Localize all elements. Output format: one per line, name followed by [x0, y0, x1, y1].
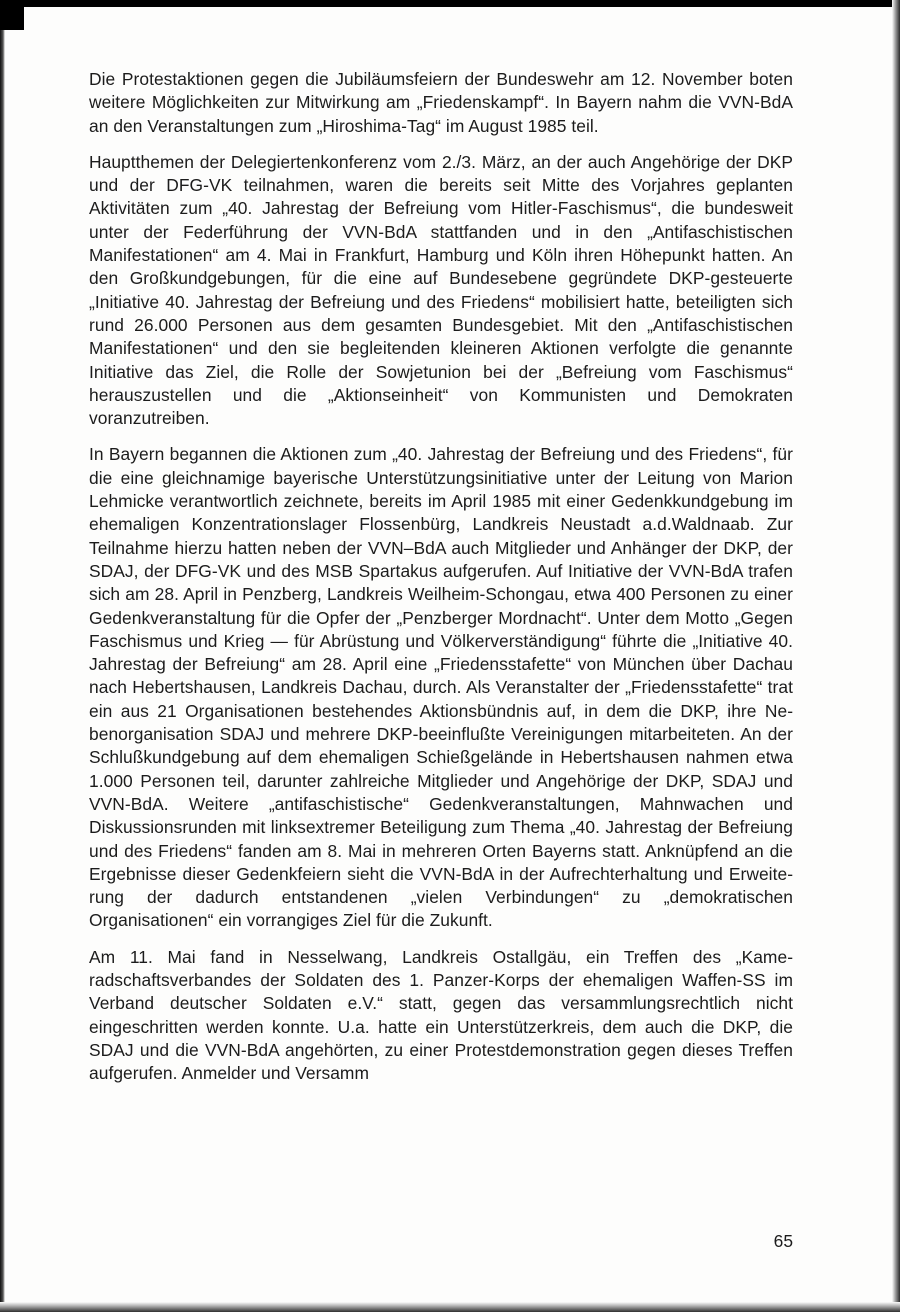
- page-number: 65: [773, 1231, 793, 1251]
- body-text: [89, 68, 793, 1098]
- paragraph-delegiertenkonferenz: Hauptthemen der Delegiertenkonferenz vom 2./3. März, an der auch Angehörige der DKP und der DFG-VK teilnahmen, waren die bereits seit Mitte des Vorjahres geplanten Aktivitäten zum „40. Jahrestag der Befreiung vom Hitler-Faschismus“, die bundesweit unter der Federführung der VVN-BdA stattfanden und in den „Antifaschistischen Manifestationen“ am 4. Mai in Frankfurt, Hamburg und Köln ihren Höhepunkt hatten. An den Großkundgebungen, für die eine auf Bundesebene gegründete DKP-gesteuerte „Initiative 40. Jahrestag der Befreiung und des Friedens“ mobilisiert hatte, beteiligten sich rund 26.000 Personen aus dem gesamten Bundesgebiet. Mit den „Antifaschistischen Manifestationen“ und den sie begleitenden kleineren Aktionen verfolgte die genannte Initiative das Ziel, die Rolle der Sowjetunion bei der „Befreiung vom Faschismus“ herauszustellen und die „Aktionseinheit“ von Kommunisten und Demokraten voranzutreiben.: [89, 151, 793, 429]
- paragraph-bayern-aktionen: In Bayern begannen die Aktionen zum „40. Jahrestag der Befreiung und des Friedens“, für die eine gleichnamige bayerische Unterstützungsinitiative unter der Leitung von Marion Lehmicke verantwortlich zeichnete, bereits im April 1985 mit einer Gedenkkundgebung im ehemaligen Konzentrationslager Flossenbürg, Landkreis Neustadt a.d.Waldnaab. Zur Teilnahme hierzu hatten neben der VVN–BdA auch Mitglieder und Anhänger der DKP, der SDAJ, der DFG-VK und des MSB Spartakus aufgerufen. Auf Initiative der VVN-BdA trafen sich am 28. April in Penzberg, Landkreis Weilheim-Schongau, etwa 400 Personen zu einer Gedenkveranstaltung für die Opfer der „Penzberger Mordnacht“. Unter dem Motto „Gegen Faschismus und Krieg — für Abrüstung und Völkerverständigung“ führte die „Initiative 40. Jahrestag der Befreiung“ am 28. April eine „Friedensstafette“ von München über Dachau nach Hebertshausen, Landkreis Dachau, durch. Als Veranstalter der „Friedensstafette“ trat ein aus 21 Organisationen bestehendes Aktionsbündnis auf, in dem die DKP, ihre Nebenorganisation SDAJ und mehrere DKP-beeinflußte Vereinigungen mitarbeiteten. An der Schlußkundgebung auf dem ehemaligen Schießgelände in Hebertshausen nahmen etwa 1.000 Personen teil, darunter zahlreiche Mitglieder und Angehörige der DKP, SDAJ und VVN-BdA. Weitere „antifaschistische“ Gedenkveranstaltungen, Mahnwachen und Diskussionsrunden mit linksextremer Beteiligung zum Thema „40. Jahrestag der Befreiung und des Friedens“ fanden am 8. Mai in mehreren Orten Bayerns statt. Anknüpfend an die Ergebnisse dieser Gedenkfeiern sieht die VVN-BdA in der Aufrechterhaltung und Erweiterung der dadurch entstandenen „vielen Verbindungen“ zu „demokratischen Organisationen“ ein vorrangiges Ziel für die Zukunft.: [89, 444, 793, 931]
- scan-edge-left: [0, 0, 5, 1312]
- paragraph-protest-bundeswehr: Die Protestaktionen gegen die Jubiläumsfeiern der Bundeswehr am 12. November boten weitere Möglichkeiten zur Mitwirkung am „Friedenskampf“. In Bayern nahm die VVN-BdA an den Veranstaltungen zum „Hiroshima-Tag“ im August 1985 teil.: [89, 69, 793, 136]
- paragraph-nesselwang: Am 11. Mai fand in Nesselwang, Landkreis Ostallgäu, ein Treffen des „Kameradschaftsverbandes der Soldaten des 1. Panzer-Korps der ehemaligen Waffen-SS im Verband deutscher Soldaten e.V.“ statt, gegen das versammlungsrechtlich nicht eingeschritten werden konnte. U.a. hatte ein Unterstützerkreis, dem auch die DKP, die SDAJ und die VVN-BdA angehörten, zu einer Protestdemonstration gegen dieses Treffen aufgerufen. Anmelder und Versamm: [89, 946, 793, 1084]
- scan-edge-top: [0, 0, 900, 7]
- scan-edge-right: [892, 0, 900, 1312]
- scan-edge-bottom: [0, 1302, 900, 1312]
- scan-edge-corner: [0, 0, 24, 30]
